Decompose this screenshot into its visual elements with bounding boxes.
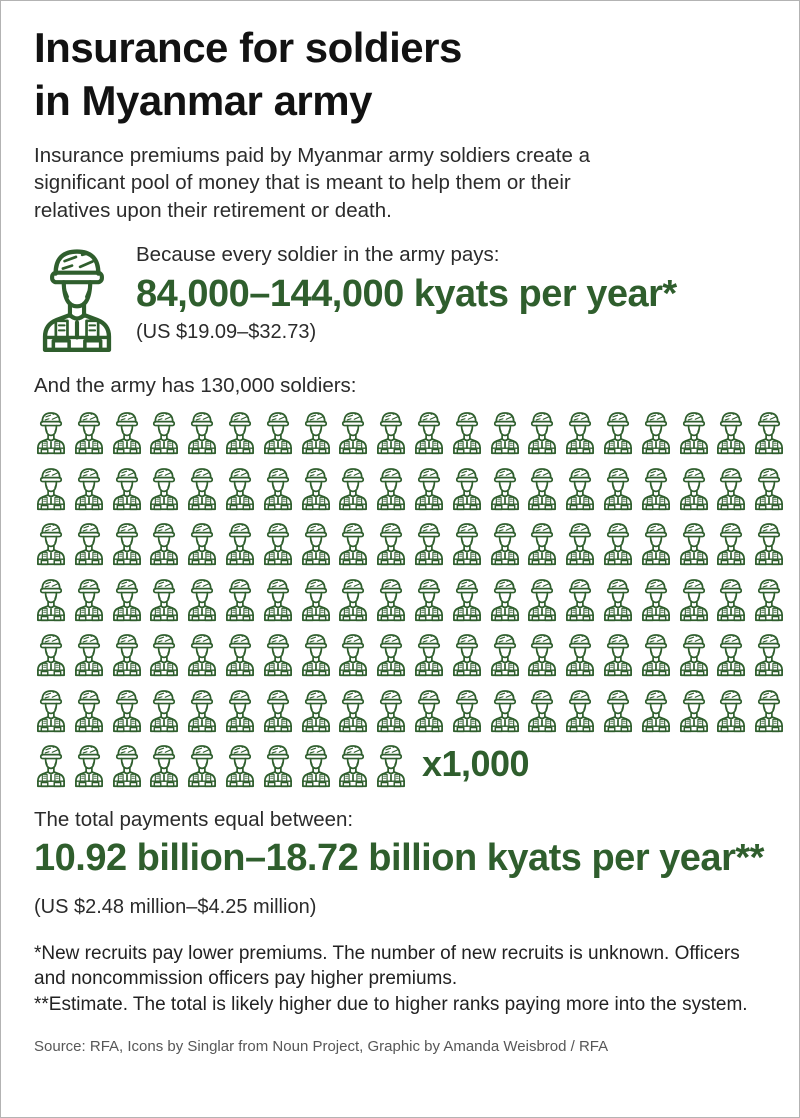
- soldier-icon: [261, 631, 295, 677]
- soldier-icon: [752, 465, 786, 511]
- soldier-icon: [714, 520, 748, 566]
- soldier-icon: [299, 742, 333, 788]
- soldier-icon: [185, 687, 219, 733]
- soldier-icon: [488, 409, 522, 455]
- soldier-icon: [185, 742, 219, 788]
- soldier-icon: [110, 687, 144, 733]
- soldier-icon: [110, 520, 144, 566]
- soldier-icon: [601, 631, 635, 677]
- soldier-icon: [563, 576, 597, 622]
- soldier-icon: [525, 465, 559, 511]
- total-lead: The total payments equal between:: [34, 807, 354, 831]
- soldier-icon: [34, 631, 68, 677]
- soldier-icon: [110, 631, 144, 677]
- soldier-icon: [72, 520, 106, 566]
- soldier-icon: [299, 631, 333, 677]
- soldier-icon: [261, 409, 295, 455]
- soldier-icon: [299, 687, 333, 733]
- soldier-icon: [299, 520, 333, 566]
- soldier-icon: [601, 409, 635, 455]
- total-usd: (US $2.48 million–$4.25 million): [34, 895, 317, 918]
- soldier-icon: [374, 465, 408, 511]
- soldier-icon: [110, 742, 144, 788]
- soldier-icon: [336, 687, 370, 733]
- soldier-icon: [639, 409, 673, 455]
- soldier-icon: [563, 520, 597, 566]
- soldier-icon: [299, 409, 333, 455]
- soldier-icon: [147, 576, 181, 622]
- soldier-icon: [714, 687, 748, 733]
- footnote-premiums: *New recruits pay lower premiums. The number of new recruits is unknown. Officers and noncommission officers pay higher premiums.: [34, 942, 740, 990]
- soldier-icon: [563, 465, 597, 511]
- soldier-icon: [261, 576, 295, 622]
- soldier-icon: [374, 576, 408, 622]
- soldier-icon: [488, 520, 522, 566]
- soldier-icon: [223, 576, 257, 622]
- soldier-icon: [185, 520, 219, 566]
- soldier-icon: [185, 409, 219, 455]
- soldier-icon: [714, 465, 748, 511]
- intro-paragraph: Insurance premiums paid by Myanmar army soldiers create a significant pool of money that is meant to help them or their relatives upon their retirement or death.: [34, 143, 590, 222]
- soldier-icon: [450, 631, 484, 677]
- footnote-estimate: **Estimate. The total is likely higher due to higher ranks paying more into the system.: [34, 994, 748, 1016]
- soldier-icon: [72, 576, 106, 622]
- soldier-icon: [147, 465, 181, 511]
- soldier-icon: [450, 687, 484, 733]
- premium-amount: 84,000–144,000 kyats per year*: [136, 272, 677, 315]
- soldier-icon: [525, 576, 559, 622]
- soldier-icon: [677, 576, 711, 622]
- page-title-line2: in Myanmar army: [34, 77, 372, 125]
- soldier-icon: [185, 631, 219, 677]
- army-size-lead: And the army has 130,000 soldiers:: [34, 374, 357, 398]
- soldier-icon: [601, 687, 635, 733]
- source-credit: Source: RFA, Icons by Singlar from Noun Project, Graphic by Amanda Weisbrod / RFA: [34, 1037, 609, 1055]
- soldier-icon: [488, 687, 522, 733]
- soldier-icon: [34, 687, 68, 733]
- soldier-icon: [639, 576, 673, 622]
- soldier-icon: [488, 465, 522, 511]
- soldier-icon: [488, 576, 522, 622]
- soldier-icon: [147, 687, 181, 733]
- soldier-icon: [336, 576, 370, 622]
- soldier-icon: [752, 576, 786, 622]
- premium-text: [136, 242, 677, 344]
- soldier-icon: [752, 631, 786, 677]
- soldier-icon: [601, 520, 635, 566]
- soldier-icon: [714, 409, 748, 455]
- premium-section: [34, 242, 769, 354]
- soldier-icon: [299, 465, 333, 511]
- soldier-icon: [752, 409, 786, 455]
- soldier-icon: [34, 520, 68, 566]
- soldier-icon: [525, 520, 559, 566]
- soldier-icon: [110, 409, 144, 455]
- soldier-icon: [147, 520, 181, 566]
- soldier-icon: [412, 687, 446, 733]
- page-title: [34, 21, 769, 128]
- soldier-icon: [752, 520, 786, 566]
- soldier-icon: [563, 687, 597, 733]
- soldier-icon: [601, 576, 635, 622]
- soldier-icon: [677, 687, 711, 733]
- soldier-icon: [336, 409, 370, 455]
- soldier-icon: [677, 520, 711, 566]
- soldier-icon: [336, 520, 370, 566]
- soldier-icon: [677, 465, 711, 511]
- soldier-icon: [374, 742, 408, 788]
- soldier-icon: [223, 742, 257, 788]
- soldier-icon: [34, 576, 68, 622]
- soldier-icon: [601, 465, 635, 511]
- soldier-icon: [72, 687, 106, 733]
- soldier-icon: [450, 409, 484, 455]
- total-amount: 10.92 billion–18.72 billion kyats per year**: [34, 836, 764, 879]
- soldier-icon: [639, 631, 673, 677]
- page-title-line1: Insurance for soldiers: [34, 24, 462, 71]
- soldier-icon: [34, 465, 68, 511]
- soldier-icon: [677, 409, 711, 455]
- soldier-icon: [299, 576, 333, 622]
- soldier-icon: [374, 631, 408, 677]
- soldier-icon: [639, 520, 673, 566]
- soldier-icon: [714, 576, 748, 622]
- soldier-icon: [374, 520, 408, 566]
- soldier-icon: [563, 631, 597, 677]
- soldier-icon: [450, 520, 484, 566]
- soldier-icon: [223, 687, 257, 733]
- soldier-icon: [525, 687, 559, 733]
- soldier-icon: [72, 465, 106, 511]
- soldier-icon: [223, 409, 257, 455]
- soldier-icon: [412, 576, 446, 622]
- soldier-icon: [525, 631, 559, 677]
- soldier-icon: [336, 465, 370, 511]
- soldier-icon: [261, 520, 295, 566]
- soldier-icon: [412, 465, 446, 511]
- soldier-icon: [72, 631, 106, 677]
- soldier-icon: [525, 409, 559, 455]
- soldier-icon: [261, 465, 295, 511]
- soldier-icon: [110, 576, 144, 622]
- multiplier-label: x1,000: [421, 742, 530, 784]
- premium-usd: (US $19.09–$32.73): [136, 321, 317, 344]
- soldier-icon: [34, 409, 68, 455]
- soldier-icon: [412, 520, 446, 566]
- soldier-icon: [185, 465, 219, 511]
- soldier-icon: [223, 631, 257, 677]
- footnotes: [34, 941, 769, 1018]
- soldier-icon: [374, 409, 408, 455]
- soldier-icon: [488, 631, 522, 677]
- soldier-icon: [714, 631, 748, 677]
- soldier-icon: [261, 687, 295, 733]
- soldier-icon: [639, 687, 673, 733]
- soldier-icon: [374, 687, 408, 733]
- soldier-icon: [185, 576, 219, 622]
- soldier-icon: [336, 742, 370, 788]
- soldier-icon: [412, 409, 446, 455]
- soldier-icon: [752, 687, 786, 733]
- soldier-icon: [450, 576, 484, 622]
- soldier-icon: [110, 465, 144, 511]
- soldier-icon-large: [34, 242, 120, 354]
- soldier-icon: [72, 742, 106, 788]
- soldier-icon: [72, 409, 106, 455]
- soldier-icon: [223, 520, 257, 566]
- soldier-icon: [563, 409, 597, 455]
- soldier-icon: [223, 465, 257, 511]
- soldier-icon: [639, 465, 673, 511]
- soldier-icon: [450, 465, 484, 511]
- soldier-icon: [34, 742, 68, 788]
- soldier-grid: [34, 409, 794, 798]
- soldier-icon: [412, 631, 446, 677]
- soldier-icon: [261, 742, 295, 788]
- soldier-icon: [147, 742, 181, 788]
- soldier-icon: [677, 631, 711, 677]
- soldier-icon: [147, 631, 181, 677]
- premium-lead: Because every soldier in the army pays:: [136, 243, 500, 267]
- soldier-icon: [147, 409, 181, 455]
- soldier-icon: [336, 631, 370, 677]
